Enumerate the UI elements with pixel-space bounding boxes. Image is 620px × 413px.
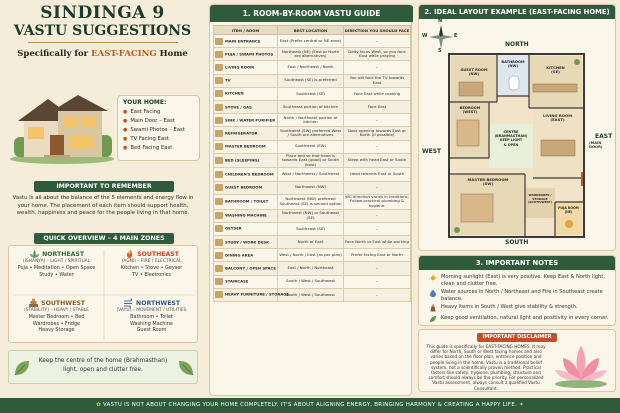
room-name-cell (214, 153, 278, 168)
room-name: MAIN ENTRANCE (225, 38, 261, 44)
brand-header (4, 3, 201, 59)
zone-title: SOUTHWEST (41, 300, 86, 307)
room-icon (215, 117, 223, 124)
room-name: KITCHEN (225, 90, 244, 96)
best-location-cell: East / North / Northeast (278, 262, 344, 275)
table-row (214, 181, 411, 194)
best-location-cell: Southwest (SW) (278, 140, 344, 153)
facing-direction-cell: Head towards East or South (344, 168, 411, 181)
note-item: Heavy items in South / West give stability & strength. (429, 304, 609, 311)
east-label: EAST (595, 133, 613, 140)
facing-direction-cell: – (344, 181, 411, 194)
table-row (214, 35, 411, 48)
lotus-icon: ✿ (96, 402, 101, 408)
room-name-cell (214, 194, 278, 209)
table-row (214, 194, 411, 209)
left-column (4, 3, 201, 395)
table-row (214, 288, 411, 301)
disclaimer-text: This guide is specifically for EAST-FACING HOMES. It may differ for North, South or West facing homes and also varies based on the floor plan, entrance position and people living in the home. Vastu is a traditional belief system, not a scientifically proven method. Practical factors like safety, hygiene, plumbing, structure and comfort should always be the priority. For personalized Vastu assessment, always consult a qualified Vastu Consultant. (426, 344, 546, 391)
lotus-icon (551, 340, 611, 390)
room-name-cell (214, 236, 278, 249)
room-name-cell (214, 262, 278, 275)
zone-subtitle: (AGNI) – FIRE / ELECTRICAL (121, 259, 182, 264)
table-row (214, 87, 411, 100)
wind-icon (123, 298, 134, 308)
zone-line: Puja • Meditation • Open Space (17, 265, 96, 271)
facing-direction-cell: Deity faces West, so you face East while praying (344, 48, 411, 61)
room-name: LIVING ROOM (225, 64, 254, 70)
table-row (214, 153, 411, 168)
best-location-cell: East / Northeast / North (278, 61, 344, 74)
table-row (214, 236, 411, 249)
best-location-cell: East (Prefer central or NE zone) (278, 35, 344, 48)
zone-line: Master Bedroom • Bed (28, 314, 85, 320)
layout-title: 2. IDEAL LAYOUT EXAMPLE (EAST-FACING HOME) (419, 5, 615, 19)
important-text: Vastu is all about the balance of the 5 elements and energy flow in your home. The placement of each item should support health, wealth, happiness and peace for the people living in that home. (12, 195, 194, 216)
room-name-cell (214, 87, 278, 100)
sparkle-icon: ✦ (519, 402, 524, 408)
zone-subtitle: (VAYU) – MOVEMENT / UTILITIES (116, 308, 187, 313)
compass-s: S (438, 48, 442, 54)
room-icon (215, 38, 223, 45)
your-home-item: ● TV Facing East (123, 135, 194, 144)
your-home-item: ● Bed Facing East (123, 144, 194, 153)
room-icon (215, 225, 223, 232)
note-item: Water sources in North / Northeast and Fire in Southeast create balance. (429, 289, 609, 302)
room-label-wardrobe: WARDROBES / STORAGE (SOUTH/WEST) (527, 193, 553, 205)
notes-panel (418, 255, 616, 326)
room-name-cell (214, 181, 278, 194)
column-header: BEST LOCATION (278, 26, 344, 35)
best-location-cell: Southeast (SE) (278, 87, 344, 100)
footer-text: VASTU IS NOT ABOUT CHANGING YOUR HOME COMPLETELY. IT'S ABOUT ALIGNING ENERGY, BRINGING HARMONY & CREATING A HAPPY LIFE. (102, 402, 518, 408)
north-label: NORTH (505, 41, 529, 48)
room-name-cell (214, 100, 278, 113)
layout-panel (418, 4, 616, 251)
room-icon (215, 51, 223, 58)
room-name: WASHING MACHINE (225, 212, 267, 218)
zone-subtitle: (STABILITY) – HEAVY / STABLE (23, 308, 90, 313)
note-item: Morning sunlight (East) is very positive. Keep East & North light, clean and clutter free. (429, 274, 609, 287)
zones-grid (8, 245, 198, 343)
weight-icon (429, 304, 437, 312)
facing-direction-cell: – (344, 61, 411, 74)
zone-line: Kitchen • Stove • Geyser (120, 265, 183, 271)
facing-direction-cell: – (344, 140, 411, 153)
disclaimer-heading: IMPORTANT DISCLAIMER (477, 333, 557, 342)
divider (28, 42, 178, 43)
best-location-cell: Northwest (NW) (278, 181, 344, 194)
note-item: Keep good ventilation, natural light and positivity in every corner. (429, 315, 609, 322)
zone-title: NORTHEAST (42, 251, 85, 258)
table-row (214, 249, 411, 262)
notes-title: 3. IMPORTANT NOTES (419, 256, 615, 270)
room-icon (215, 278, 223, 285)
room-name: CHILDREN'S BEDROOM (225, 171, 274, 177)
room-label-bedroom: BEDROOM (WEST) (459, 106, 481, 115)
table-row (214, 74, 411, 87)
zone-line: Study • Water (39, 271, 74, 278)
your-home-item: ● East Facing (123, 108, 194, 117)
zone-northwest (104, 295, 199, 344)
best-location-cell: North / Northeast portion of kitchen (278, 114, 344, 127)
room-name: REFRIGERATOR (225, 130, 258, 136)
facing-direction-cell: Prefer facing East or North (344, 249, 411, 262)
zone-line: Bathroom • Toilet (130, 314, 173, 320)
room-name: PUJA / SWAMI PHOTOS (225, 51, 274, 57)
leaf-icon (13, 359, 31, 377)
room-name-cell (214, 249, 278, 262)
sun-icon (429, 274, 437, 282)
best-location-cell: Southeast (SE) is preferred (278, 74, 344, 87)
facing-direction-cell: – (344, 262, 411, 275)
facing-direction-cell: – (344, 114, 411, 127)
room-label-kitchen: KITCHEN (SE) (546, 65, 565, 75)
room-label-living: LIVING ROOM (EAST) (543, 113, 572, 123)
best-location-cell: Southwest (SW) preferred West / South are alternatives (278, 127, 344, 140)
facing-direction-cell: Face East (344, 100, 411, 113)
room-guide-table (213, 25, 411, 302)
leaf-icon (177, 359, 195, 377)
room-icon (215, 130, 223, 137)
east-sub-label: (MAIN DOOR) (589, 141, 603, 149)
facing-direction-cell: – (344, 35, 411, 48)
compass-e: E (454, 33, 458, 39)
table-row (214, 114, 411, 127)
fire-icon (124, 249, 135, 259)
best-location-cell: Northwest (NW) preferred Southeast (SE) is second option (278, 194, 344, 209)
room-icon (215, 64, 223, 71)
your-home-box (117, 95, 200, 161)
table-row (214, 262, 411, 275)
zone-northeast (9, 246, 104, 295)
room-icon (215, 291, 223, 298)
footer-banner (0, 398, 620, 413)
facing-direction-cell: – (344, 275, 411, 288)
room-icon (215, 157, 223, 164)
best-location-cell: North or East (278, 236, 344, 249)
compass-w: W (422, 33, 428, 39)
important-heading: IMPORTANT TO REMEMBER (34, 181, 174, 192)
stability-icon (28, 298, 39, 308)
room-name-cell (214, 222, 278, 235)
column-header: DIRECTION YOU SHOULD FACE (344, 27, 410, 33)
facing-direction-cell: – (344, 288, 411, 301)
table-row (214, 168, 411, 181)
table-row (214, 48, 411, 61)
room-icon (215, 77, 223, 84)
table-row (214, 127, 411, 140)
room-name: DINING AREA (225, 252, 254, 258)
brand-subtitle: VASTU SUGGESTIONS (13, 23, 192, 39)
zone-line: Guest Room (136, 327, 167, 333)
zone-line: Washing Machine (130, 320, 173, 327)
table-header-row (214, 26, 411, 35)
zone-title: SOUTHEAST (137, 251, 179, 258)
room-name-cell (214, 275, 278, 288)
room-icon (215, 171, 223, 178)
room-name-cell (214, 114, 278, 127)
facing-direction-cell: You will face the TV towards East (344, 74, 411, 87)
zone-title: NORTHWEST (136, 300, 181, 307)
room-name: HEAVY FURNITURE / STORAGE (225, 291, 289, 297)
room-label-puja: PUJA ROOM (NE) (558, 206, 579, 214)
room-icon (215, 143, 223, 150)
facing-direction-cell: Door opening towards East or North (if possible) (344, 127, 411, 140)
brahmasthan-box (8, 350, 198, 384)
room-name: GUEST BEDROOM (225, 184, 263, 190)
room-name: SINK / WATER PURIFIER (225, 117, 276, 123)
zone-southeast (104, 246, 199, 295)
your-home-heading: YOUR HOME: (123, 99, 167, 106)
best-location-cell: South / West / Southwest (278, 275, 344, 288)
room-name-cell (214, 209, 278, 222)
best-location-cell: West / Northwest / Southwest (278, 168, 344, 181)
best-location-cell: Place bed so that head is towards East (good) or South (best) (278, 153, 344, 168)
room-name-cell (214, 168, 278, 181)
table-row (214, 61, 411, 74)
room-label-master: MASTER BEDROOM (SW) (467, 177, 509, 187)
best-location-cell: Northeast (NE) (East or North are alternatives) (278, 48, 344, 61)
room-name-cell (214, 140, 278, 153)
compass-n: N (438, 18, 443, 24)
room-icon (215, 252, 223, 259)
room-name: GEYSER (225, 225, 242, 231)
room-label-bath: BATHROOM (NW) (501, 60, 525, 69)
zone-southwest (9, 295, 104, 344)
facing-direction-cell: Face East while cooking (344, 87, 411, 100)
room-icon (215, 104, 223, 111)
facing-direction-cell: WC direction varies in traditions; Follow practical plumbing & hygiene. (345, 193, 409, 209)
room-icon (215, 239, 223, 246)
compass-rose-icon (427, 23, 458, 51)
room-guide-panel (209, 4, 412, 396)
table-row (214, 209, 411, 222)
room-label-guest: GUEST ROOM (NW) (460, 68, 488, 77)
zone-line: Heavy Storage (38, 327, 75, 333)
room-icon (215, 212, 223, 219)
south-label: SOUTH (505, 239, 529, 246)
room-name-cell (214, 288, 289, 301)
room-guide-body (214, 35, 411, 302)
disclaimer-panel (418, 329, 616, 392)
best-location-cell: Southeast portion of kitchen (278, 100, 344, 113)
your-home-item: ● Swami Photos – East (123, 126, 194, 135)
room-name: BALCONY / OPEN SPACE (225, 265, 276, 271)
zone-subtitle: (ISHANYA) – LIGHT / SPIRITUAL (22, 259, 91, 264)
house-illustration (8, 85, 116, 165)
room-name-cell (214, 74, 278, 87)
room-icon (215, 90, 223, 97)
table-row (214, 275, 411, 288)
lotus-icon (29, 249, 40, 259)
best-location-cell: Northwest (NW) or Southeast (SE) (278, 209, 344, 222)
zone-line: Wardrobes • Fridge (32, 320, 81, 327)
table-row (214, 100, 411, 113)
brand-title: SINDINGA 9 (40, 3, 165, 23)
west-label: WEST (422, 148, 442, 155)
facing-direction-cell: Face North or East while working (344, 236, 411, 249)
zones-heading: QUICK OVERVIEW – 4 MAIN ZONES (34, 233, 174, 244)
brand-tagline: Specifically for EAST-FACING Home (17, 49, 188, 59)
facing-direction-cell: – (344, 222, 411, 235)
table-row (214, 140, 411, 153)
column-header: ITEM / ROOM (214, 26, 278, 35)
room-icon (215, 265, 223, 272)
room-name: BED (SLEEPING) (225, 157, 260, 163)
room-name: STOVE / GAS (225, 104, 252, 110)
zone-line: TV • Electronics (132, 271, 171, 278)
room-name-cell (214, 127, 278, 140)
room-name-cell (214, 48, 278, 61)
room-name: MASTER BEDROOM (225, 143, 266, 149)
facing-direction-cell: Sleep with head East or South (344, 153, 411, 168)
best-location-cell: Southeast (SE) (278, 222, 344, 235)
room-icon (215, 198, 223, 205)
room-name: STAIRCASE (225, 278, 249, 284)
room-icon (215, 184, 223, 191)
room-name-cell (214, 35, 278, 48)
water-drop-icon (429, 289, 437, 297)
floor-plan-labels (449, 54, 584, 237)
best-location-cell: West / North / East (as per plan) (278, 249, 344, 262)
leaf-icon (429, 315, 437, 323)
room-name-cell (214, 61, 278, 74)
room-name: BATHROOM / TOILET (225, 198, 269, 204)
room-name: STUDY / WORK DESK (225, 239, 270, 245)
brahmasthan-text: Keep the centre of the home (Brahmasthan) light, open and clutter free. (38, 358, 168, 373)
room-label-centre: CENTRE (BRAHMASTHAN) KEEP LIGHT & OPEN (494, 130, 528, 147)
room-name: TV (225, 77, 231, 83)
table-row (214, 222, 411, 235)
room-guide-title: 1. ROOM-BY-ROOM VASTU GUIDE (210, 5, 413, 22)
best-location-cell: South / West / Southwest (278, 288, 344, 301)
facing-direction-cell: – (344, 209, 411, 222)
your-home-item: ● Main Door – East (123, 117, 194, 126)
